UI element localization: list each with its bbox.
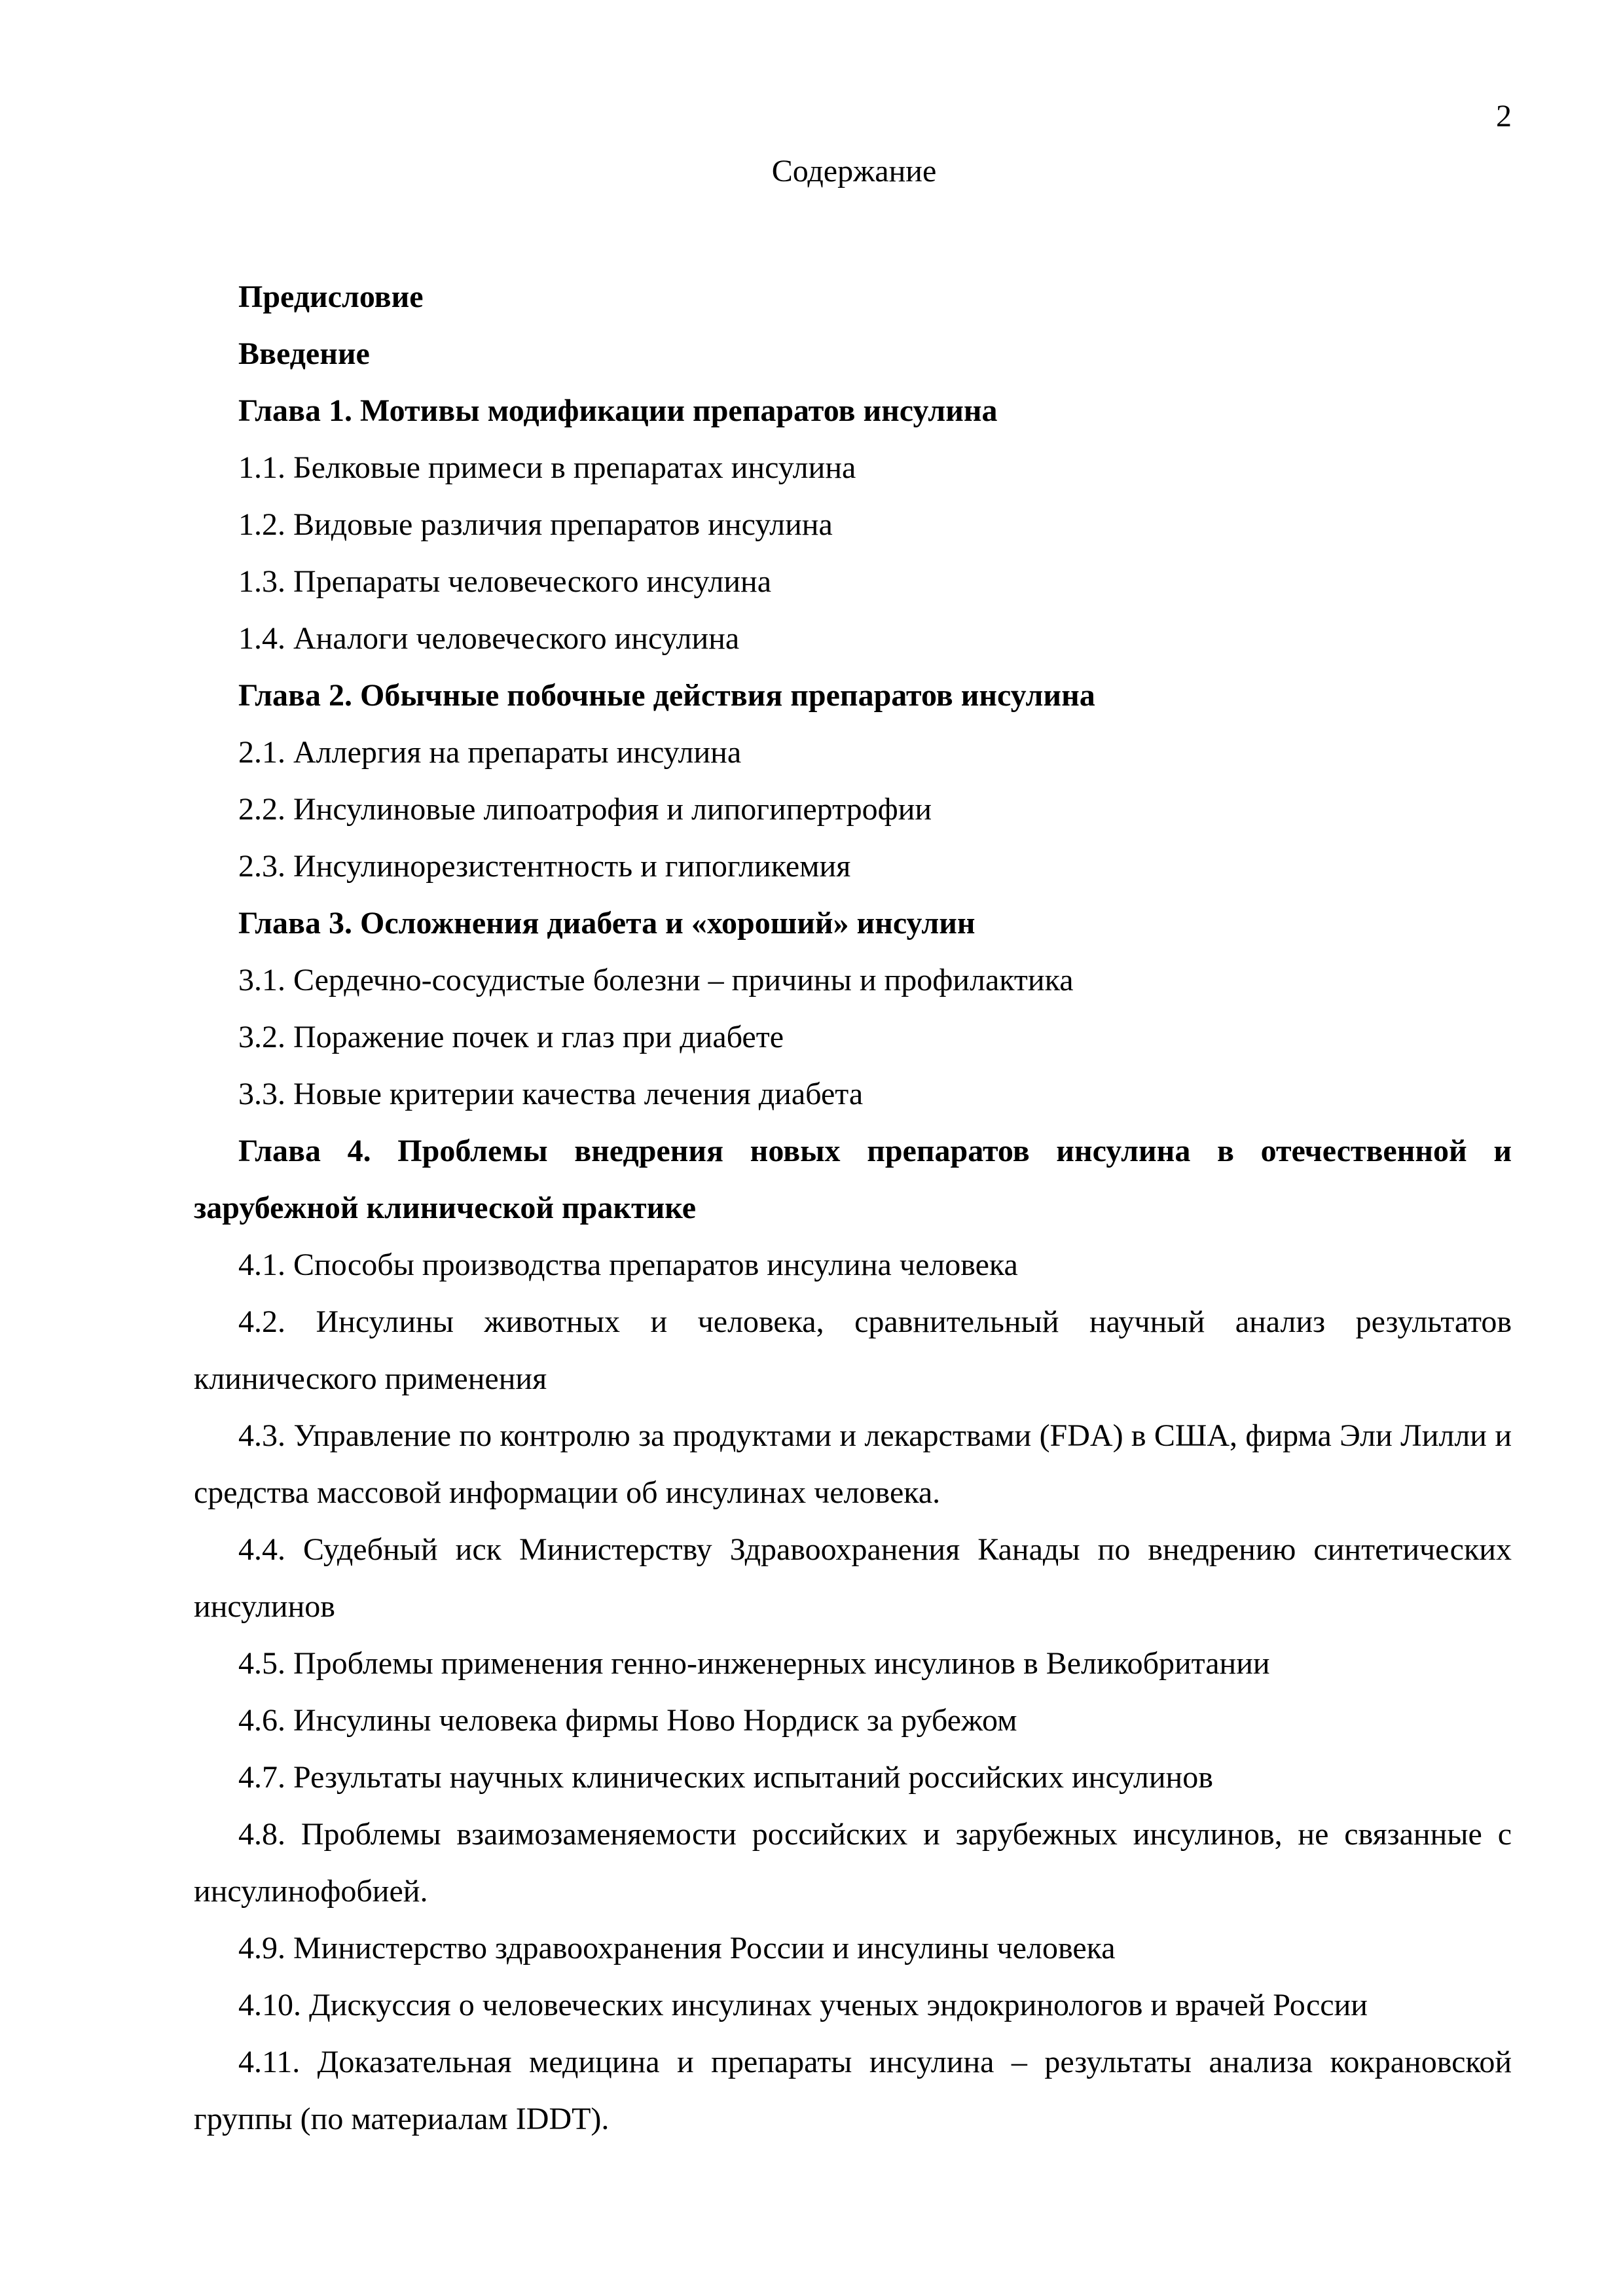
- toc-section-item: 2.1. Аллергия на препараты инсулина: [238, 735, 742, 770]
- toc-chapter-heading: Глава 3. Осложнения диабета и «хороший» инсулин: [238, 906, 976, 941]
- toc-section-item: 4.11. Доказательная медицина и препараты инсулина – результаты анализа кокрановской группы (по материалам IDDT).: [194, 2045, 1512, 2136]
- toc-section-item: 4.2. Инсулины животных и человека, сравнительный научный анализ результатов клинического применения: [194, 1304, 1512, 1396]
- toc-section-item: 2.3. Инсулинорезистентность и гипогликемия: [238, 849, 851, 884]
- toc-chapter-heading: Глава 4. Проблемы внедрения новых препаратов инсулина в отечественной и зарубежной клинической практике: [194, 1134, 1512, 1225]
- toc-section-item: 4.9. Министерство здравоохранения России и инсулины человека: [238, 1931, 1116, 1965]
- toc-section-item: 3.1. Сердечно-сосудистые болезни – причины и профилактика: [238, 963, 1074, 997]
- page-number: 2: [1496, 99, 1512, 134]
- toc-section-item: 4.6. Инсулины человека фирмы Ново Нордиск за рубежом: [238, 1703, 1017, 1738]
- toc-section-item: 4.7. Результаты научных клинических испытаний российских инсулинов: [238, 1760, 1213, 1795]
- toc-chapter-heading: Введение: [238, 336, 370, 371]
- toc-section-item: 1.2. Видовые различия препаратов инсулина: [238, 507, 833, 542]
- page-title: Содержание: [771, 154, 937, 188]
- table-of-contents: [194, 268, 1512, 2147]
- toc-section-item: 4.3. Управление по контролю за продуктами и лекарствами (FDA) в США, фирма Эли Лилли и средства массовой информации об инсулинах человека.: [194, 1418, 1512, 1510]
- toc-section-item: 4.5. Проблемы применения генно-инженерных инсулинов в Великобритании: [238, 1646, 1270, 1681]
- toc-section-item: 1.3. Препараты человеческого инсулина: [238, 564, 772, 599]
- toc-section-item: 1.1. Белковые примеси в препаратах инсулина: [238, 450, 856, 485]
- toc-chapter-heading: Глава 2. Обычные побочные действия препаратов инсулина: [238, 678, 1095, 713]
- toc-section-item: 4.8. Проблемы взаимозаменяемости российских и зарубежных инсулинов, не связанные с инсулинофобией.: [194, 1817, 1512, 1909]
- toc-section-item: 3.3. Новые критерии качества лечения диабета: [238, 1077, 864, 1111]
- toc-section-item: 4.10. Дискуссия о человеческих инсулинах ученых эндокринологов и врачей России: [238, 1988, 1368, 2022]
- toc-section-item: 4.1. Способы производства препаратов инсулина человека: [238, 1247, 1018, 1282]
- toc-section-item: 3.2. Поражение почек и глаз при диабете: [238, 1020, 784, 1054]
- toc-section-item: 4.4. Судебный иск Министерству Здравоохранения Канады по внедрению синтетических инсулинов: [194, 1532, 1512, 1624]
- toc-chapter-heading: Предисловие: [238, 279, 424, 314]
- toc-section-item: 2.2. Инсулиновые липоатрофия и липогипертрофии: [238, 792, 932, 827]
- toc-chapter-heading: Глава 1. Мотивы модификации препаратов инсулина: [238, 393, 998, 428]
- toc-section-item: 1.4. Аналоги человеческого инсулина: [238, 621, 740, 656]
